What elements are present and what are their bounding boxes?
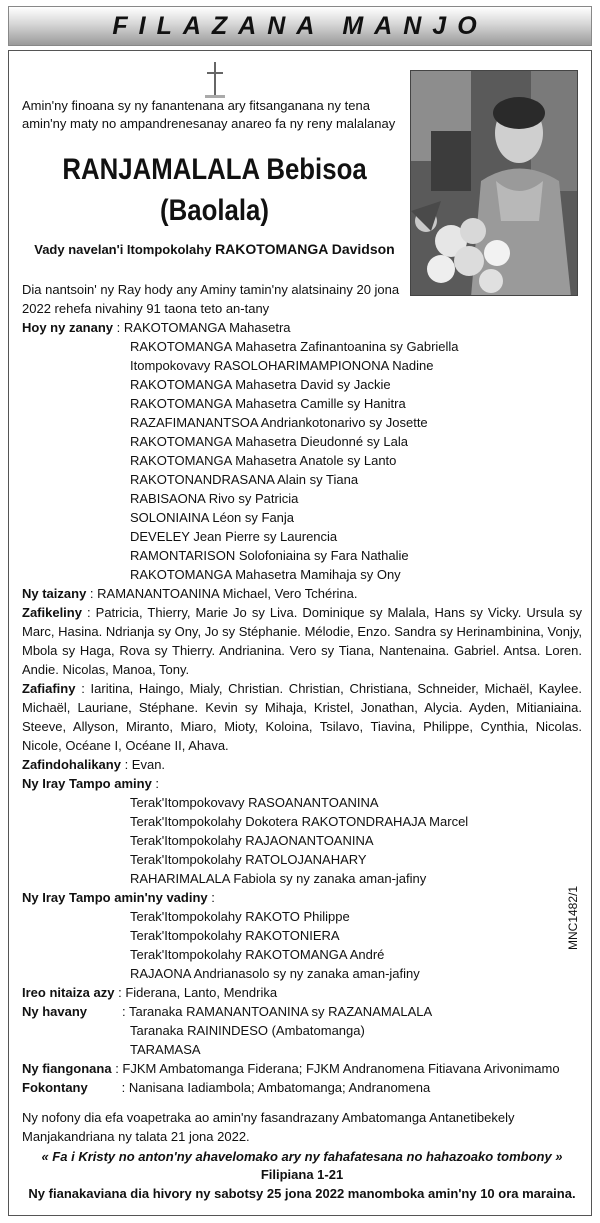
widow-name: RAKOTOMANGA Davidson [215, 241, 395, 257]
zafiafiny-text: : Iaritina, Haingo, Mialy, Christian. Christian, Christiana, Schneider, Michaël, Kaylee. Michaël, Lauriane, Stéphane. Kevin sy Mihaja, Kristel, Jonathan, Alycia. Ayden, Mitianiaina. Steeve, Allyson, Miranto, Miaro, Mioty, Koloina, Tsilavo, Tiavina, Philippe, Cynthia, Nicolas. Nicole, Océane I, Océane II, Ahava. [22, 681, 582, 753]
fokontany-text: : Nanisana Iadiambola; Ambatomanga; Andranomena [118, 1080, 431, 1095]
funeral-text: Ny nofony dia efa voapetraka ao amin'ny fasandrazany Ambatomanga Antanetibekely Manjakandriana ny talata 21 jona 2022. [22, 1110, 515, 1144]
child-item: RAZAFIMANANTSOA Andriankotonarivo sy Josette [130, 415, 428, 430]
havany-row [22, 1002, 582, 1021]
death-notice: Dia nantsoin' ny Ray hody any Aminy tamin'ny alatsinainy 20 jona 2022 rehefa nivahiny 91 taona teto an-tany [22, 282, 400, 316]
child-item: SOLONIAINA Léon sy Fanja [130, 510, 295, 525]
cross-icon [205, 62, 225, 98]
iray-tampo-vadiny-row [22, 888, 582, 907]
taizany-label: Ny taizany [22, 586, 87, 601]
fokontany-row [22, 1078, 582, 1097]
nitaiza-label: Ireo nitaiza azy [22, 985, 115, 1000]
children-section [22, 318, 582, 1097]
portrait-image [411, 71, 578, 296]
iray-tampo-row [22, 774, 582, 793]
header-banner [8, 6, 592, 46]
nitaiza-row [22, 983, 582, 1002]
fiangonana-text: : FJKM Ambatomanga Fiderana; FJKM Andranomena Fitiavana Arivonimamo [111, 1061, 560, 1076]
taizany-row [22, 584, 582, 603]
iray-tampo-item: Terak'Itompokovavy RASOANANTOANINA [130, 795, 379, 810]
child-item: RAKOTOMANGA Mahasetra Dieudonné sy Lala [130, 434, 408, 449]
child-item: RAKOTOMANGA Mahasetra Camille sy Hanitra [130, 396, 406, 411]
iray-tampo-vadiny-item: Terak'Itompokolahy RAKOTONIERA [130, 928, 340, 943]
havany-item: TARAMASA [130, 1042, 201, 1057]
children-label: Hoy ny zanany [22, 320, 114, 335]
iray-tampo-item: Terak'Itompokolahy Dokotera RAKOTONDRAHAJA Marcel [130, 814, 469, 829]
zafindohalikany-row [22, 755, 582, 774]
iray-tampo-item: Terak'Itompokolahy RATOLOJANAHARY [130, 852, 367, 867]
iray-tampo-vadiny-colon: : [207, 890, 215, 905]
child-item: DEVELEY Jean Pierre sy Laurencia [130, 529, 338, 544]
reference-code: MNC1482/1 [566, 885, 580, 950]
zafindohalikany-label: Zafindohalikany [22, 757, 121, 772]
gathering-text: Ny fianakaviana dia hivory ny sabotsy 25 jona 2022 manomboka amin'ny 10 ora maraina. [28, 1186, 576, 1201]
iray-tampo-vadiny-item: Terak'Itompokolahy RAKOTO Philippe [130, 909, 350, 924]
havany-label: Ny havany [22, 1004, 88, 1019]
zafikeliny-row [22, 603, 582, 679]
child-item: RAKOTONANDRASANA Alain sy Tiana [130, 472, 359, 487]
iray-tampo-vadiny-label: Ny Iray Tampo amin'ny vadiny [22, 890, 208, 905]
child-item: RAKOTOMANGA Mahasetra Mamihaja sy Ony [130, 567, 401, 582]
iray-tampo-item: RAHARIMALALA Fabiola sy ny zanaka aman-jafiny [130, 871, 427, 886]
widow-line [22, 240, 407, 259]
taizany-text: : RAMANANTOANINA Michael, Vero Tchérina. [86, 586, 358, 601]
zafikeliny-text: : Patricia, Thierry, Marie Jo sy Liva. Dominique sy Malala, Hans sy Vicky. Ursula sy Marc, Hasina. Ndrianja sy Ony, Jo sy Stéphanie. Mélodie, Enzo. Sandra sy Herinambinina, Vonjy, Mbola sy Haga, Rova sy Thierry. Andrianina. Vero sy Tiana, Nantenaina. Gabriel. Antsa. Loren. Andie. Nicolas, Manoa, Tony. [22, 605, 582, 677]
iray-tampo-colon: : [151, 776, 160, 791]
child-item: Itompokovavy RASOLOHARIMAMPIONONA Nadine [130, 358, 434, 373]
portrait-photo [410, 70, 578, 296]
iray-tampo-label: Ny Iray Tampo aminy [22, 776, 152, 791]
zafikeliny-label: Zafikeliny [22, 605, 82, 620]
fiangonana-row [22, 1059, 582, 1078]
child-item: RAKOTOMANGA Mahasetra David sy Jackie [130, 377, 391, 392]
widow-prefix: Vady navelan'i Itompokolahy [34, 242, 216, 257]
intro-text: Amin'ny finoana sy ny fanantenana ary fitsanganana ny tena amin'ny maty no ampandrenesanay anareo fa ny reny malalanay [22, 98, 396, 131]
children-first: : RAKOTOMANGA Mahasetra [116, 320, 291, 335]
iray-tampo-item: Terak'Itompokolahy RAJAONANTOANINA [130, 833, 374, 848]
deceased-nickname: (Baolala) [160, 194, 269, 227]
zafindohalikany-text: : Evan. [120, 757, 166, 772]
zafiafiny-row [22, 679, 582, 755]
deceased-name: RANJAMALALA Bebisoa [62, 153, 367, 186]
fiangonana-label: Ny fiangonana [22, 1061, 112, 1076]
header-title: FILAZANA MANJO [112, 11, 488, 40]
nitaiza-text: : Fiderana, Lanto, Mendrika [114, 985, 278, 1000]
havany-item: Taranaka RAININDESO (Ambatomanga) [130, 1023, 365, 1038]
fokontany-label: Fokontany [22, 1080, 88, 1095]
zafiafiny-label: Zafiafiny [22, 681, 76, 696]
iray-tampo-vadiny-item: Terak'Itompokolahy RAKOTOMANGA André [130, 947, 385, 962]
verse-reference: Filipiana 1-21 [260, 1167, 344, 1182]
child-item: RAKOTOMANGA Mahasetra Zafinantoanina sy Gabriella [130, 339, 459, 354]
iray-tampo-vadiny-item: RAJAONA Andrianasolo sy ny zanaka aman-jafiny [130, 966, 420, 981]
havany-first: : Taranaka RAMANANTOANINA sy RAZANAMALALA [122, 1004, 433, 1019]
child-item: RAMONTARISON Solofoniaina sy Fara Nathalie [130, 548, 409, 563]
child-item: RAKOTOMANGA Mahasetra Anatole sy Lanto [130, 453, 397, 468]
bible-verse: « Fa i Kristy no anton'ny ahavelomako ary ny fahafatesana no hahazoako tombony » [41, 1149, 563, 1164]
child-item: RABISAONA Rivo sy Patricia [130, 491, 299, 506]
